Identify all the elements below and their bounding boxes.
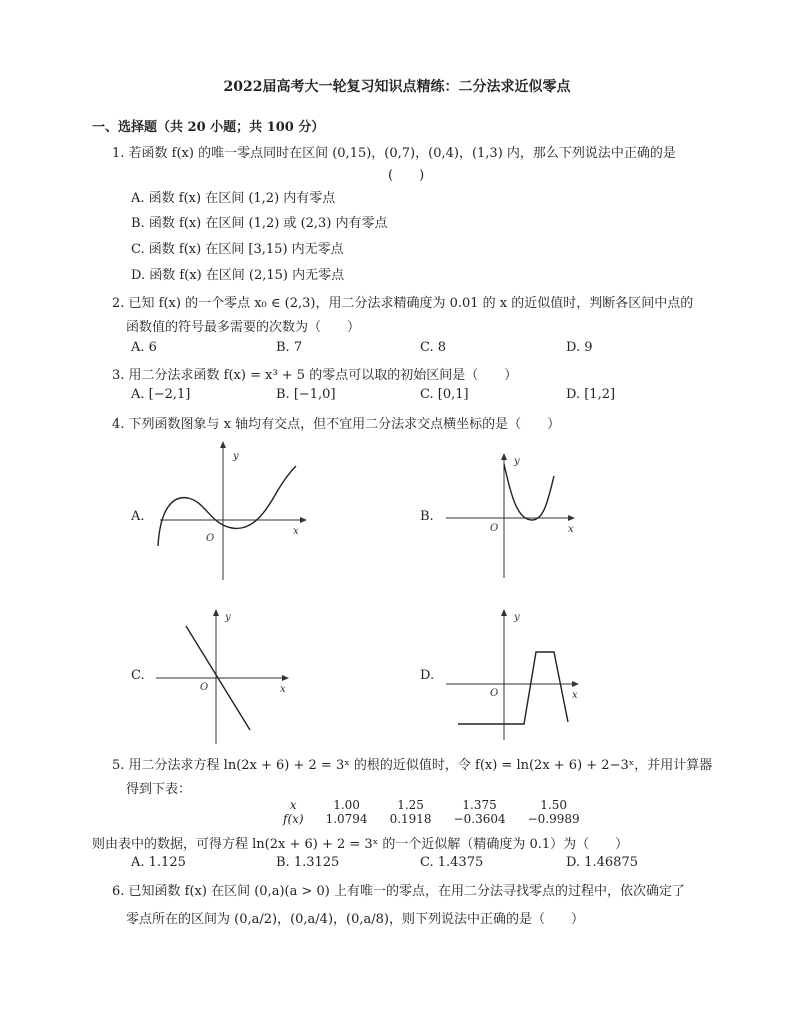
- graph-a-x-label: x: [293, 526, 299, 537]
- graph-c-y-label: y: [225, 612, 231, 623]
- graph-a-x-arrow: [300, 517, 307, 523]
- question-4-stem: 4. 下列函数图象与 x 轴均有交点，但不宜用二分法求交点横坐标的是（ ）: [112, 417, 561, 432]
- graph-d-y-label: y: [514, 612, 520, 623]
- graph-c-origin-label: O: [200, 682, 209, 693]
- question-5-option-a: A. 1.125: [131, 855, 186, 870]
- question-1-answer-paren: ( ): [388, 168, 425, 183]
- question-5-value-table: [272, 798, 591, 826]
- graph-c-x-label: x: [280, 684, 286, 695]
- graph-c-label: C.: [131, 668, 145, 683]
- graph-c-y-arrow: [213, 609, 219, 616]
- graph-c: [150, 606, 310, 748]
- table-cell: x: [289, 798, 297, 812]
- table-cell: 1.375: [462, 798, 497, 812]
- question-5-option-d: D. 1.46875: [566, 855, 638, 870]
- graph-d-origin-label: O: [490, 688, 499, 699]
- graph-b-x-arrow: [568, 515, 575, 521]
- question-1-option-c: C. 函数 f(x) 在区间 [3,15) 内无零点: [131, 242, 344, 257]
- graph-d-x-arrow: [572, 681, 579, 687]
- question-3-option-d: D. [1,2]: [566, 387, 616, 402]
- graph-a-y-label: y: [233, 451, 239, 462]
- graph-b-curve: [504, 464, 554, 520]
- question-5-stem-line2: 得到下表：: [126, 782, 192, 797]
- graph-d-x-label: x: [572, 690, 578, 701]
- question-6-stem-line2: 零点所在的区间为 (0,a/2)，(0,a/4)，(0,a/8)，则下列说法中正确的是（ ）: [126, 912, 584, 927]
- question-3-stem: 3. 用二分法求函数 f(x) = x³ + 5 的零点可以取的初始区间是（ ）: [112, 368, 518, 383]
- graph-a-curve: [158, 466, 296, 546]
- question-5-option-b: B. 1.3125: [276, 855, 340, 870]
- question-1-stem: 1. 若函数 f(x) 的唯一零点同时在区间 (0,15)，(0,7)，(0,4)，(1,3) 内，那么下列说法中正确的是: [112, 146, 676, 161]
- question-5-stem-line3: 则由表中的数据，可得方程 ln(2x + 6) + 2 = 3ˣ 的一个近似解（精确度为 0.1）为（ ）: [92, 837, 629, 852]
- graph-d-polyline: [458, 652, 568, 724]
- graph-b-y-label: y: [514, 456, 520, 467]
- graph-b-origin-label: O: [490, 523, 499, 534]
- question-6-stem-line1: 6. 已知函数 f(x) 在区间 (0,a)(a > 0) 上有唯一的零点，在用二分法寻找零点的过程中，依次确定了: [112, 884, 685, 899]
- question-3-option-a: A. [−2,1]: [131, 387, 191, 402]
- table-cell: 1.50: [540, 798, 567, 812]
- question-5-option-c: C. 1.4375: [420, 855, 484, 870]
- table-cell: 1.00: [333, 798, 360, 812]
- question-2-option-d: D. 9: [566, 340, 593, 355]
- table-header-row: [272, 798, 591, 812]
- question-1-option-a: A. 函数 f(x) 在区间 (1,2) 内有零点: [131, 191, 336, 206]
- table-cell: 1.0794: [325, 812, 368, 826]
- table-cell: −0.3604: [453, 812, 506, 826]
- table-row: [272, 812, 591, 826]
- question-3-option-c: C. [0,1]: [420, 387, 469, 402]
- document-title: 2022届高考大一轮复习知识点精练：二分法求近似零点: [223, 79, 571, 95]
- graph-d-y-arrow: [501, 609, 507, 616]
- graph-a-origin-label: O: [206, 533, 215, 544]
- table-cell: 1.25: [397, 798, 424, 812]
- table-cell: f(x): [283, 812, 304, 826]
- graph-b-label: B.: [420, 509, 434, 524]
- table-cell: −0.9989: [527, 812, 580, 826]
- question-2-option-b: B. 7: [276, 340, 303, 355]
- graph-b: [440, 450, 580, 580]
- question-2-stem-line2: 函数值的符号最多需要的次数为（ ）: [126, 320, 361, 335]
- question-2-option-c: C. 8: [420, 340, 447, 355]
- graph-d-label: D.: [420, 668, 435, 683]
- graph-a: [150, 440, 310, 582]
- graph-b-x-label: x: [568, 524, 574, 535]
- question-1-option-d: D. 函数 f(x) 在区间 (2,15) 内无零点: [131, 268, 345, 283]
- question-2-stem-line1: 2. 已知 f(x) 的一个零点 x₀ ∈ (2,3)，用二分法求精确度为 0.01 的 x 的近似值时，判断各区间中点的: [112, 296, 694, 311]
- question-2-option-a: A. 6: [131, 340, 157, 355]
- section-heading: 一、选择题（共 20 小题；共 100 分）: [92, 120, 325, 135]
- question-1-option-b: B. 函数 f(x) 在区间 (1,2) 或 (2,3) 内有零点: [131, 216, 388, 231]
- graph-d: [440, 606, 590, 748]
- table-cell: 0.1918: [389, 812, 432, 826]
- graph-a-y-arrow: [220, 441, 226, 448]
- question-5-stem-line1: 5. 用二分法求方程 ln(2x + 6) + 2 = 3ˣ 的根的近似值时，令 f(x) = ln(2x + 6) + 2−3ˣ，并用计算器: [112, 758, 713, 773]
- graph-a-label: A.: [131, 509, 145, 524]
- question-3-option-b: B. [−1,0]: [276, 387, 336, 402]
- graph-c-x-arrow: [282, 675, 289, 681]
- graph-b-y-arrow: [501, 453, 507, 460]
